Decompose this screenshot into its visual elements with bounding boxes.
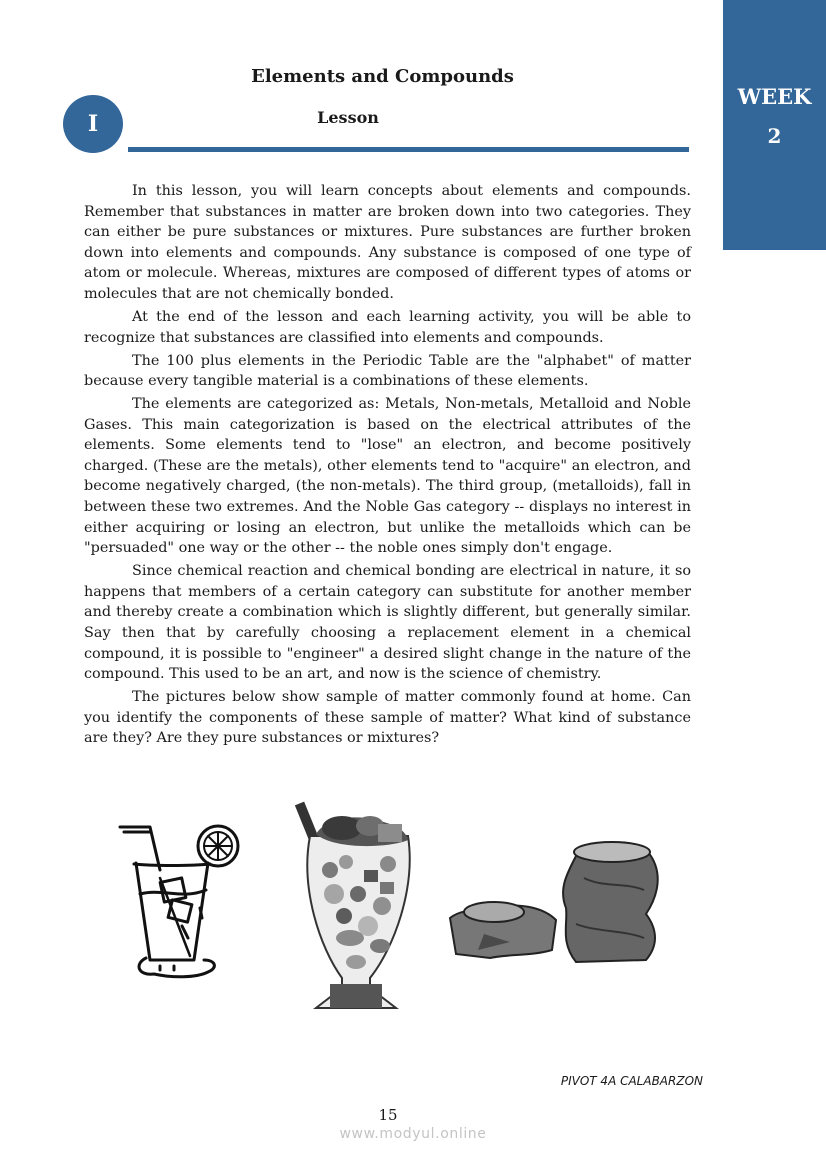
paragraph-categories: The elements are categorized as: Metals, Non-metals, Metalloid and Noble Gases. This main categorization is based on the electrical attributes of the elements. Some elements tend to "lose" an electron, and become positively charged. (These are the metals), other elements tend to "acquire" an electron, and become negatively charged, (the non-metals). The third group, (metalloids), fall in between these two extremes. And the Noble Gas category -- displays no interest in either acquiring or losing an electron, but unlike the metalloids which can be "persuaded" one way or the other -- the noble ones simply don't engage. xyxy=(84,396,691,557)
section-divider xyxy=(128,147,689,152)
week-number: 2 xyxy=(767,124,782,148)
paragraph-periodic-table: The 100 plus elements in the Periodic Table are the "alphabet" of matter because every tangible material is a combinations of these elements. xyxy=(84,352,691,390)
week-tab xyxy=(723,0,826,250)
juice-glass-illustration xyxy=(112,818,247,983)
halo-halo-illustration xyxy=(290,798,425,1013)
paragraph-objective: At the end of the lesson and each learning activity, you will be able to recognize that substances are classified into elements and compounds. xyxy=(84,308,691,346)
paragraph-intro: In this lesson, you will learn concepts about elements and compounds. Remember that substances in matter are broken down into two categories. They can either be pure substances or mixtures. Pure substances are further broken down into elements and compounds. Any substance is composed of one type of atom or molecule. Whereas, mixtures are composed of different types of atoms or molecules that are not chemically bonded. xyxy=(84,183,691,302)
week-label: WEEK xyxy=(737,84,812,109)
crushed-cans-illustration xyxy=(444,838,666,968)
paragraph-pictures-prompt: The pictures below show sample of matter commonly found at home. Can you identify the components of these sample of matter? What kind of substance are they? Are they pure substances or mixtures? xyxy=(84,689,691,747)
footer-credit: PIVOT 4A CALABARZON xyxy=(560,1074,703,1088)
paragraph-chemical-bonding: Since chemical reaction and chemical bonding are electrical in nature, it so happens that members of a certain category can substitute for another member and thereby create a combination which is slightly different, but generally similar. Say then that by carefully choosing a replacement element in a chemical compound, it is possible to "engineer" a desired slight change in the nature of the compound. This used to be an art, and now is the science of chemistry. xyxy=(84,563,691,683)
section-title: Lesson xyxy=(317,108,379,127)
section-marker: I xyxy=(63,95,123,153)
page-number: 15 xyxy=(378,1106,398,1124)
page-title: Elements and Compounds xyxy=(251,66,514,87)
watermark: www.modyul.online xyxy=(339,1126,487,1142)
lesson-body xyxy=(84,181,691,751)
